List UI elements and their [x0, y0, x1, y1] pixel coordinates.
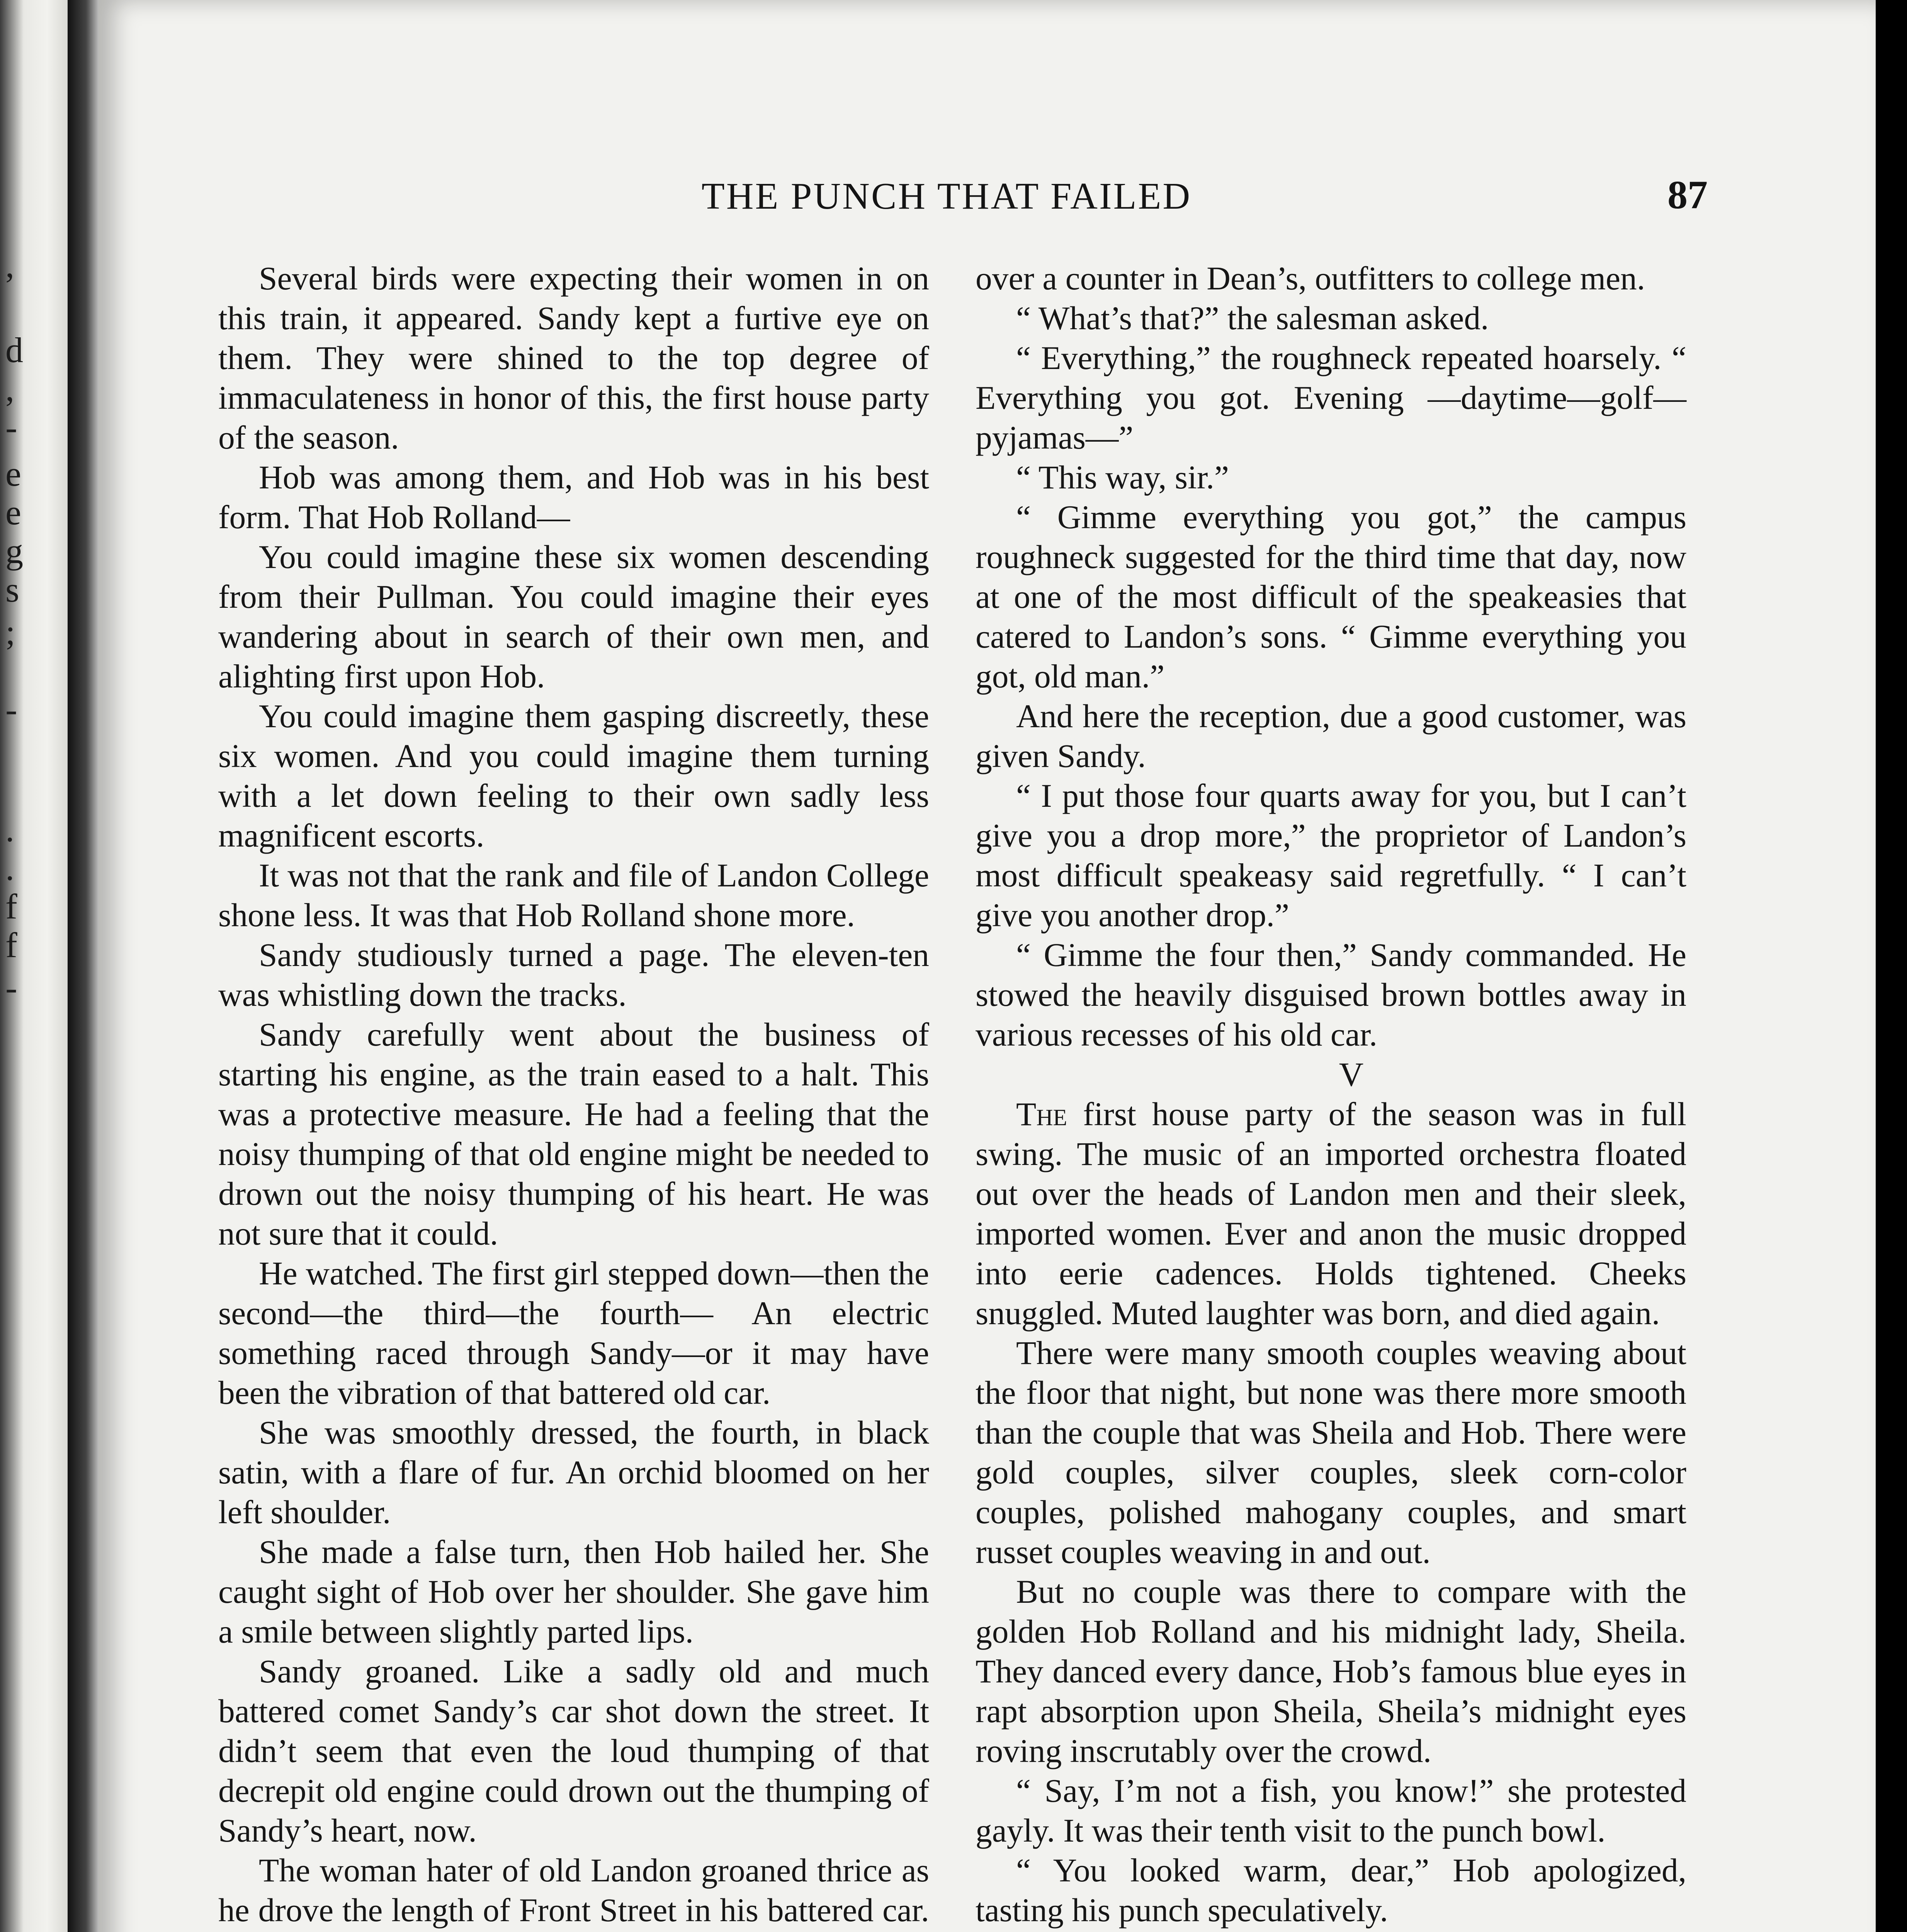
paragraph: Sandy groaned. Like a sadly old and much battered comet Sandy’s car shot down the street. It didn’t seem that even the loud thumping of that decrepit old engine could drown out the thumping of Sandy’s heart, now. — [218, 1653, 929, 1849]
facing-fragment: . — [5, 810, 14, 849]
section-heading: V — [1339, 1056, 1364, 1094]
facing-fragment: g — [5, 531, 23, 571]
right-column-after-break — [976, 1333, 1686, 1932]
facing-fragment: e — [5, 493, 21, 532]
left-column — [218, 259, 929, 1932]
facing-fragment: , — [5, 369, 14, 408]
facing-fragment: . — [5, 848, 14, 888]
paragraph: “ I put those four quarts away for you, but I can’t give you a drop more,” the proprietor of Landon’s most difficult speakeasy said regretfully. “ I can’t give you another drop.” — [976, 778, 1686, 934]
facing-fragment: e — [5, 454, 21, 493]
paragraph — [976, 1095, 1686, 1333]
facing-fragment: f — [5, 887, 17, 926]
paragraph: And here the reception, due a good customer, was given Sandy. — [976, 698, 1686, 774]
right-column-before-break — [976, 259, 1686, 1055]
facing-fragment: , — [5, 245, 14, 285]
paragraph-text: first house party of the season was in full swing. The music of an imported orchestra floated out over the heads of Landon men and their sleek, imported women. Ever and anon the music dropped into eerie cadences. Holds tightened. Cheeks snuggled. Muted laughter was born, and died again. — [976, 1096, 1686, 1332]
facing-fragment: ; — [5, 612, 15, 652]
paragraph: It was not that the rank and file of Landon College shone less. It was that Hob Rolland shone more. — [218, 857, 929, 934]
facing-page-edge — [0, 0, 68, 1932]
facing-fragment: d — [5, 330, 23, 370]
paragraph: Hob was among them, and Hob was in his best form. That Hob Rolland— — [218, 459, 929, 536]
gutter-shadow — [68, 0, 99, 1932]
paragraph: You could imagine them gasping discreetly, these six women. And you could imagine them turning with a let down feeling to their own sadly less magnificent escorts. — [218, 698, 929, 854]
paragraph: “ Gimme the four then,” Sandy commanded. He stowed the heavily disguised brown bottles away in various recesses of his old car. — [976, 937, 1686, 1053]
paragraph: “ Say, I’m not a fish, you know!” she protested gayly. It was their tenth visit to the punch bowl. — [976, 1773, 1686, 1849]
paragraph: “ Gimme everything you got,” the campus roughneck suggested for the third time that day, now at one of the most difficult of the speakeasies that catered to Landon’s sons. “ Gimme everything you got, old man.” — [976, 499, 1686, 695]
running-title: THE PUNCH THAT FAILED — [701, 175, 1192, 217]
facing-fragment: f — [5, 925, 17, 965]
page-number: 87 — [1667, 173, 1708, 217]
paragraph: “ What’s that?” the salesman asked. — [1016, 300, 1489, 337]
paragraph: over a counter in Dean’s, outfitters to college men. — [976, 260, 1645, 297]
paragraph: Sandy carefully went about the business of starting his engine, as the train eased to a halt. This was a protective measure. He had a feeling that the noisy thumping of that old engine might be needed to drown out the noisy thumping of his heart. He was not sure that it could. — [218, 1017, 929, 1252]
paragraph: Sandy studiously turned a page. The eleven-ten was whistling down the tracks. — [218, 937, 929, 1013]
paragraph: She made a false turn, then Hob hailed her. She caught sight of Hob over her shoulder. She gave him a smile between slightly parted lips. — [218, 1534, 929, 1650]
paragraph: “ Everything,” the roughneck repeated hoarsely. “ Everything you got. Evening —daytime—golf—pyjamas—” — [976, 340, 1686, 456]
facing-fragment: s — [5, 570, 19, 609]
facing-fragment: - — [5, 408, 17, 447]
drop-lead: The — [1016, 1096, 1067, 1133]
paragraph: You could imagine these six women descending from their Pullman. You could imagine their eyes wandering about in search of their own men, and alighting first upon Hob. — [218, 539, 929, 695]
paragraph: But no couple was there to compare with the golden Hob Rolland and his midnight lady, Sheila. They danced every dance, Hob’s famous blue eyes in rapt absorption upon Sheila, Sheila’s midnight eyes roving inscrutably over the crowd. — [976, 1574, 1686, 1769]
paragraph: The woman hater of old Landon groaned thrice as he drove the length of Front Street in his battered car. — [218, 1852, 929, 1929]
right-column — [976, 259, 1686, 1932]
facing-fragment: - — [5, 968, 17, 1007]
paragraph — [976, 1930, 1686, 1932]
paragraph: She was smoothly dressed, the fourth, in black satin, with a flare of fur. An orchid bloomed on her left shoulder. — [218, 1415, 929, 1531]
paragraph: “ This way, sir.” — [1016, 459, 1229, 496]
paragraph: There were many smooth couples weaving about the floor that night, but none was there more smooth than the couple that was Sheila and Hob. There were gold couples, silver couples, sleek corn-color couples, polished mahogany couples, and smart russet couples weaving in and out. — [976, 1335, 1686, 1570]
paragraph: Several birds were expecting their women in on this train, it appeared. Sandy kept a furtive eye on them. They were shined to the top degree of immaculateness in honor of this, the first house party of the season. — [218, 260, 929, 456]
paragraph: He watched. The first girl stepped down—then the second—the third—the fourth— An electric something raced through Sandy—or it may have been the vibration of that battered old car. — [218, 1255, 929, 1411]
facing-fragment: - — [5, 690, 17, 729]
paragraph: “ You looked warm, dear,” Hob apologized, tasting his punch speculatively. — [976, 1852, 1686, 1929]
